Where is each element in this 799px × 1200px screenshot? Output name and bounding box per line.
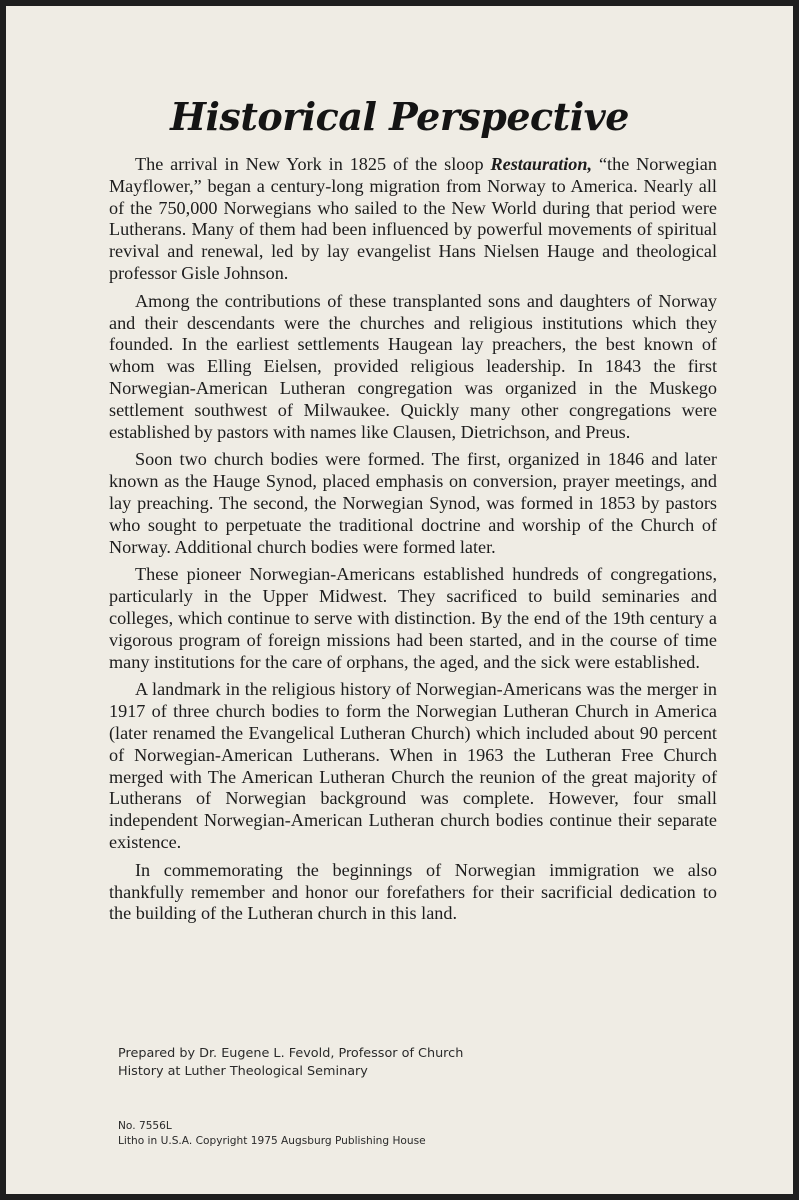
publisher-colophon: [118, 1119, 426, 1149]
catalog-number: No. 7556L: [118, 1120, 172, 1132]
paragraph-2: Among the contributions of these transplanted sons and daughters of Norway and their descendants were the churches and religious institutions which they founded. In the earliest settlements Haugean lay preachers, the best known of whom was Elling Eielsen, provided religious leadership. In 1843 the first Norwegian-American Lutheran congregation was organized in the Muskego settlement southwest of Milwaukee. Quickly many other congregations were established by pastors with names like Clausen, Dietrichson, and Preus.: [109, 290, 717, 442]
credit-line-2: History at Luther Theological Seminary: [118, 1064, 368, 1079]
article-body: [109, 154, 717, 931]
printed-page: [6, 6, 793, 1194]
paragraph-1: [109, 154, 717, 285]
credit-line-1: Prepared by Dr. Eugene L. Fevold, Professor of Church: [118, 1046, 464, 1061]
author-credit: [118, 1045, 463, 1081]
paragraph-5: A landmark in the religious history of Norwegian-Americans was the merger in 1917 of three church bodies to form the Norwegian Lutheran Church in America (later renamed the Evangelical Lutheran Church) which included about 90 percent of Norwegian-American Lutherans. When in 1963 the Lutheran Free Church merged with The American Lutheran Church the reunion of the great majority of Lutherans of Norwegian background was complete. However, four small independent Norwegian-American Lutheran church bodies continue their separate existence.: [109, 679, 717, 852]
paragraph-1-rest: “the Norwegian Mayflower,” began a century-long migration from Norway to America. Nearly all of the 750,000 Norwegians who sailed to the New World during that period were Lutherans. Many of them had been influenced by powerful movements of spiritual revival and renewal, led by lay evangelist Hans Nielsen Hauge and theological professor Gisle Johnson.: [109, 154, 717, 283]
paragraph-3: Soon two church bodies were formed. The first, organized in 1846 and later known as the Hauge Synod, placed emphasis on conversion, prayer meetings, and lay preaching. The second, the Norwegian Synod, was formed in 1853 by pastors who sought to perpetuate the traditional doctrine and worship of the Church of Norway. Additional church bodies were formed later.: [109, 449, 717, 557]
page-title: Historical Perspective: [170, 94, 629, 139]
paragraph-4: These pioneer Norwegian-Americans established hundreds of congregations, particularly in the Upper Midwest. They sacrificed to build seminaries and colleges, which continue to serve with distinction. By the end of the 19th century a vigorous program of foreign missions had been started, and in the course of time many institutions for the care of orphans, the aged, and the sick were established.: [109, 564, 717, 672]
ship-name: Restauration,: [490, 154, 593, 174]
paragraph-1-intro: The arrival in New York in 1825 of the sloop: [135, 154, 491, 174]
copyright-line: Litho in U.S.A. Copyright 1975 Augsburg Publishing House: [118, 1135, 426, 1147]
paragraph-6: In commemorating the beginnings of Norwegian immigration we also thankfully remember and honor our forefathers for their sacrificial dedication to the building of the Lutheran church in this land.: [109, 859, 717, 924]
